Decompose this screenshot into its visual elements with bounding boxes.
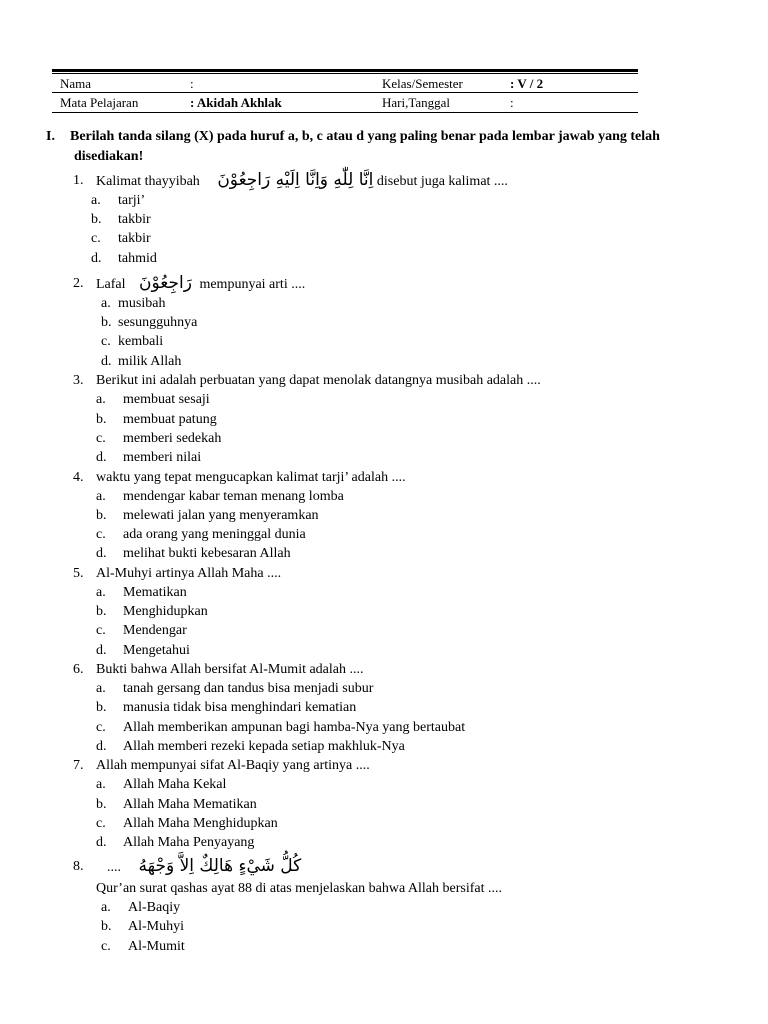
option-text: ada orang yang meninggal dunia — [123, 527, 306, 542]
option-letter: c. — [101, 939, 111, 954]
header-row-mapel — [52, 93, 638, 112]
option-text: Mematikan — [123, 585, 187, 600]
option-letter: b. — [101, 315, 112, 330]
option-letter: b. — [96, 412, 107, 427]
question-number: 3. — [73, 373, 84, 388]
kelas-value: : V / 2 — [510, 76, 544, 91]
option-text: melihat bukti kebesaran Allah — [123, 546, 291, 561]
question-number: 2. — [73, 276, 84, 291]
header-row-nama — [52, 74, 638, 93]
question-number: 1. — [73, 173, 84, 188]
hari-label: Hari,Tanggal — [382, 95, 451, 110]
nama-colon: : — [190, 76, 194, 91]
option-text: Allah Maha Mematikan — [123, 797, 257, 812]
option-letter: b. — [96, 700, 107, 715]
option-text: takbir — [118, 231, 151, 246]
section-number: I. — [46, 129, 55, 144]
option-text: manusia tidak bisa menghindari kematian — [123, 700, 357, 715]
option-text: Allah Maha Menghidupkan — [123, 816, 278, 831]
option-text: Al-Mumit — [128, 939, 185, 954]
option-text: memberi nilai — [123, 450, 202, 465]
question-number: 8. — [73, 859, 84, 874]
option-letter: c. — [91, 231, 101, 246]
option-letter: b. — [91, 212, 102, 227]
option-letter: d. — [96, 546, 107, 561]
arabic-text: اِنَّا لِلّٰهِ وَاِنَّا اِلَيْهِ رَاجِعُوْنَ — [217, 170, 374, 190]
option-text: tanah gersang dan tandus bisa menjadi subur — [123, 681, 374, 696]
question-number: 6. — [73, 662, 84, 677]
section-text-line2: disediakan! — [74, 149, 144, 164]
question-text — [96, 274, 305, 294]
option-letter: a. — [96, 392, 106, 407]
exam-header — [52, 69, 638, 113]
option-text: membuat patung — [123, 412, 217, 427]
arabic-text: رَاجِعُوْنَ — [139, 273, 192, 293]
mapel-value: : Akidah Akhlak — [190, 95, 282, 110]
option-text: kembali — [118, 334, 164, 349]
option-letter: d. — [96, 739, 107, 754]
option-text: milik Allah — [118, 354, 182, 369]
option-letter: d. — [96, 835, 107, 850]
option-text: tarji’ — [118, 193, 146, 208]
option-text: Menghidupkan — [123, 604, 208, 619]
option-text: Allah memberikan ampunan bagi hamba-Nya yang bertaubat — [123, 720, 466, 735]
header-top-rule — [52, 69, 638, 72]
option-text: melewati jalan yang menyeramkan — [123, 508, 319, 523]
hari-colon: : — [510, 95, 514, 110]
option-text: Allah Maha Penyayang — [123, 835, 255, 850]
question-text: Qur’an surat qashas ayat 88 di atas menjelaskan bahwa Allah bersifat .... — [96, 881, 502, 896]
question-text — [107, 857, 301, 877]
question-number: 4. — [73, 470, 84, 485]
option-text: memberi sedekah — [123, 431, 222, 446]
option-text: mendengar kabar teman menang lomba — [123, 489, 344, 504]
option-letter: b. — [101, 919, 112, 934]
option-text: membuat sesaji — [123, 392, 210, 407]
question-text: Bukti bahwa Allah bersifat Al-Mumit adalah .... — [96, 662, 364, 677]
option-text: Mendengar — [123, 623, 187, 638]
arabic-verse: كُلُّ شَيْءٍ هَالِكٌ اِلاَّ وَجْهَهُ — [138, 856, 302, 876]
question-text-post: disebut juga kalimat .... — [373, 174, 508, 189]
section-text-line1: Berilah tanda silang (X) pada huruf a, b, c atau d yang paling benar pada lembar jawab yang telah — [70, 129, 660, 144]
question-number: 7. — [73, 758, 84, 773]
question-text: waktu yang tepat mengucapkan kalimat tarji’ adalah .... — [96, 470, 406, 485]
option-letter: a. — [101, 296, 111, 311]
option-text: Allah memberi rezeki kepada setiap makhluk-Nya — [123, 739, 405, 754]
option-letter: a. — [96, 681, 106, 696]
option-letter: a. — [96, 489, 106, 504]
option-letter: c. — [96, 720, 106, 735]
question-text: Berikut ini adalah perbuatan yang dapat menolak datangnya musibah adalah .... — [96, 373, 541, 388]
option-letter: d. — [96, 643, 107, 658]
question-text-pre: Kalimat thayyibah — [96, 174, 200, 189]
option-text: musibah — [118, 296, 166, 311]
option-text: Al-Baqiy — [128, 900, 181, 915]
option-letter: c. — [96, 816, 106, 831]
option-letter: d. — [101, 354, 112, 369]
option-letter: a. — [96, 777, 106, 792]
option-letter: b. — [96, 604, 107, 619]
option-text: sesungguhnya — [118, 315, 198, 330]
kelas-label: Kelas/Semester — [382, 76, 463, 91]
question-text-post: mempunyai arti .... — [195, 277, 306, 292]
question-dots: .... — [107, 860, 121, 875]
option-letter: a. — [96, 585, 106, 600]
option-letter: b. — [96, 797, 107, 812]
nama-label: Nama — [60, 76, 92, 91]
option-letter: d. — [91, 251, 102, 266]
question-text-pre: Lafal — [96, 277, 126, 292]
option-letter: d. — [96, 450, 107, 465]
option-text: Allah Maha Kekal — [123, 777, 227, 792]
header-bottom-rule — [52, 112, 638, 113]
option-text: Mengetahui — [123, 643, 190, 658]
option-letter: c. — [96, 623, 106, 638]
option-letter: c. — [101, 334, 111, 349]
option-letter: a. — [91, 193, 101, 208]
option-text: Al-Muhyi — [128, 919, 184, 934]
option-letter: b. — [96, 508, 107, 523]
option-letter: c. — [96, 431, 106, 446]
option-letter: c. — [96, 527, 106, 542]
mapel-label: Mata Pelajaran — [60, 95, 139, 110]
option-letter: a. — [101, 900, 111, 915]
question-text — [96, 171, 508, 191]
option-text: tahmid — [118, 251, 157, 266]
question-text: Al-Muhyi artinya Allah Maha .... — [96, 566, 282, 581]
question-number: 5. — [73, 566, 84, 581]
question-text: Allah mempunyai sifat Al-Baqiy yang artinya .... — [96, 758, 370, 773]
option-text: takbir — [118, 212, 151, 227]
